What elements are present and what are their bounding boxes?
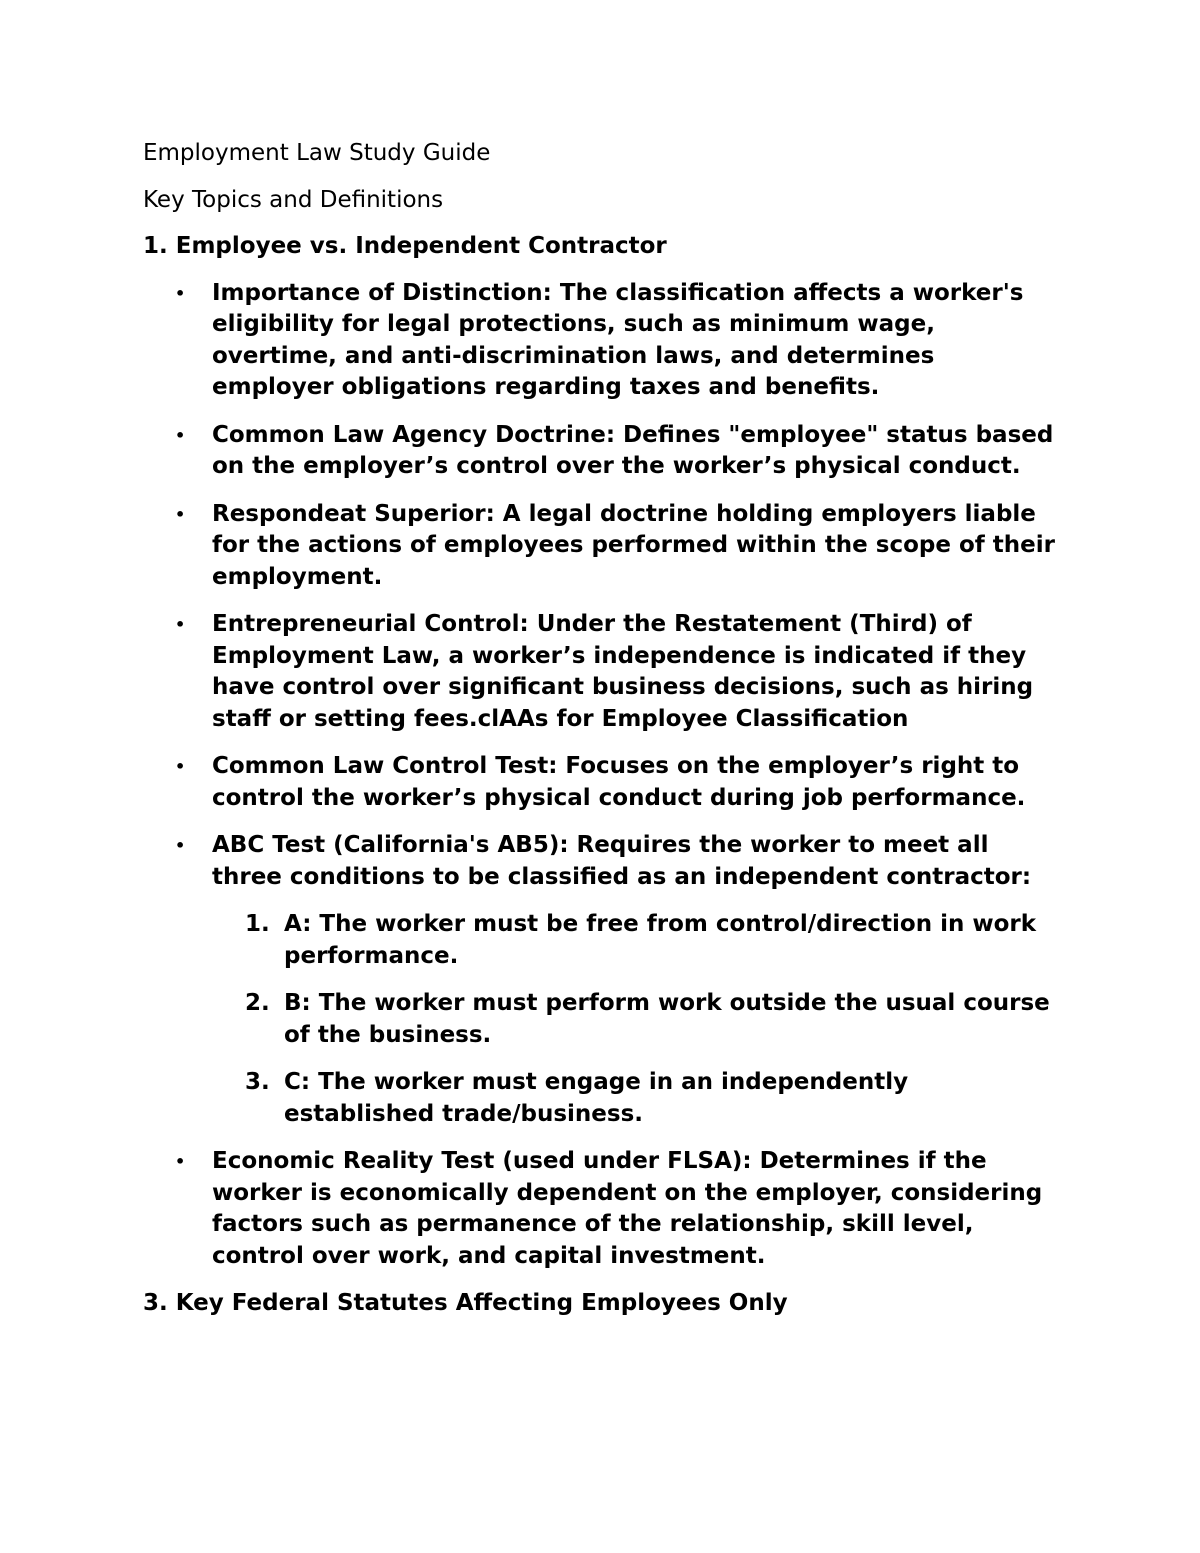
list-item (143, 1146, 1063, 1272)
abc-sublist (212, 909, 1063, 1130)
sublist-item-text: A: The worker must be free from control/direction in work performance. (284, 911, 1037, 969)
list-item-text: Common Law Control Test: Focuses on the employer’s right to control the worker’s physical conduct during job performance. (212, 753, 1026, 811)
bullet-icon: • (175, 283, 186, 303)
list-item (143, 278, 1063, 404)
sublist-number: 1. (245, 911, 270, 937)
list-item-text: Importance of Distinction: The classification affects a worker's eligibility for legal protections, such as minimum wage, overtime, and anti-discrimination laws, and determines employer obligations regarding taxes and benefits. (212, 279, 1024, 400)
list-item-text: ABC Test (California's AB5): Requires the worker to meet all three conditions to be classified as an independent contractor: (212, 832, 1032, 890)
document-page (143, 138, 1063, 1335)
list-item-text: Common Law Agency Doctrine: Defines "employee" status based on the employer’s control over the worker’s physical conduct. (212, 421, 1054, 479)
list-item (143, 420, 1063, 483)
list-item (143, 499, 1063, 594)
document-title: Employment Law Study Guide (143, 140, 491, 166)
list-item-text: Entrepreneurial Control: Under the Restatement (Third) of Employment Law, a worker’s independence is indicated if they have control over significant business decisions, such as hiring staff or setting fees.clAAs for Employee Classification (212, 611, 1034, 732)
bullet-list (143, 278, 1063, 1273)
bullet-icon: • (175, 757, 186, 776)
bullet-icon: • (175, 836, 186, 855)
list-item (143, 609, 1063, 735)
sublist-item (212, 1067, 1063, 1130)
bullet-icon: • (175, 1152, 186, 1171)
bullet-icon: • (175, 504, 186, 524)
list-item (143, 751, 1063, 814)
sublist-number: 2. (245, 990, 270, 1016)
document-heading: Key Topics and Definitions (143, 186, 444, 213)
sublist-number: 3. (245, 1069, 270, 1095)
sublist-item (212, 909, 1063, 972)
sublist-item-text: B: The worker must perform work outside the usual course of the business. (284, 990, 1050, 1048)
list-item (143, 830, 1063, 1130)
section-heading-3: 3. Key Federal Statutes Affecting Employees Only (143, 1290, 788, 1316)
bullet-icon: • (175, 615, 186, 634)
sublist-item-text: C: The worker must engage in an independently established trade/business. (284, 1069, 909, 1127)
list-item-text: Respondeat Superior: A legal doctrine holding employers liable for the actions of employees performed within the scope of their employment. (212, 500, 1055, 590)
list-item-text: Economic Reality Test (used under FLSA): Determines if the worker is economically dependent on the employer, considering factors such as permanence of the relationship, skill level, control over work, and capital investment. (212, 1148, 1043, 1269)
sublist-item (212, 988, 1063, 1051)
bullet-icon: • (175, 425, 186, 445)
section-heading-1: 1. Employee vs. Independent Contractor (143, 233, 667, 259)
